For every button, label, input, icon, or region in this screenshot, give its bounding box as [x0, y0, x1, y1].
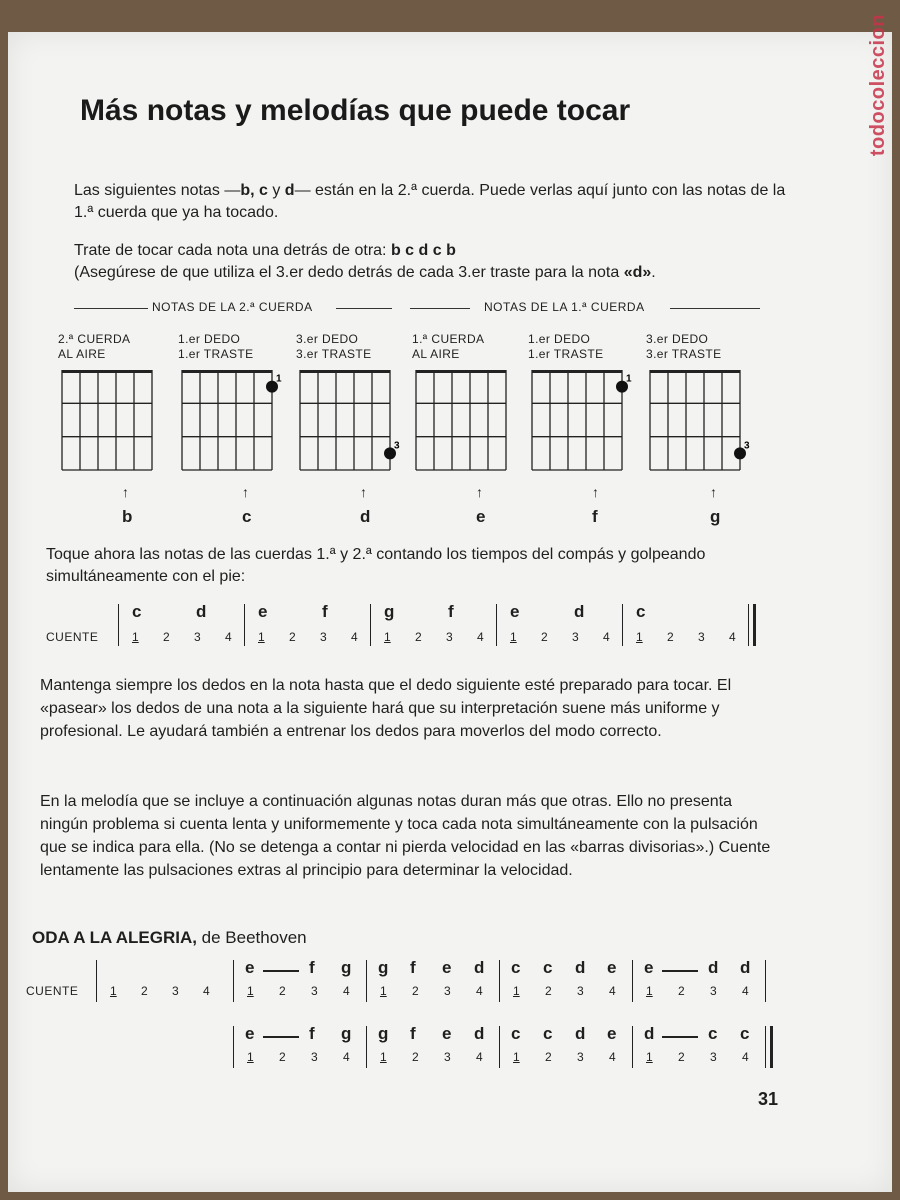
bar-line [765, 1026, 766, 1068]
finger-number: 1 [626, 373, 632, 385]
beat-count: 1 [646, 1050, 653, 1064]
beat-count: 2 [545, 984, 552, 998]
fret-grid [296, 366, 400, 484]
intro-text: Trate de tocar cada nota una detrás de otra: [74, 242, 391, 259]
final-bar-line [770, 1026, 773, 1068]
beat-count: 3 [194, 630, 201, 644]
bar-line [366, 960, 367, 1002]
song-note: g [341, 958, 352, 977]
beat-count: 1 [247, 1050, 254, 1064]
nut [300, 370, 390, 373]
note-letter: c [242, 507, 252, 526]
beat-count: 2 [678, 984, 685, 998]
nut [62, 370, 152, 373]
note-letter: f [592, 507, 598, 526]
beat-count: 1 [636, 630, 643, 644]
bar-line [366, 1026, 367, 1068]
song-note: d [644, 1024, 655, 1043]
fret-diagram-f [528, 332, 638, 526]
nut [182, 370, 272, 373]
arrow-up-icon: ↑ [710, 484, 717, 500]
beat-count: 4 [351, 630, 358, 644]
fret-grid [528, 366, 632, 484]
beat-count: 4 [609, 984, 616, 998]
intro-text: y [267, 182, 285, 199]
beat-count: 1 [513, 984, 520, 998]
song-note: g [378, 958, 389, 977]
song-note: c [511, 1024, 521, 1043]
arrow-up-icon: ↑ [122, 484, 129, 500]
bar-line [765, 960, 766, 1002]
beat-count: 3 [444, 984, 451, 998]
intro-note-d: d [284, 182, 295, 199]
beat-count: 3 [710, 984, 717, 998]
divider [410, 308, 470, 309]
beat-count: 2 [545, 1050, 552, 1064]
song-note: c [740, 1024, 750, 1043]
intro-note-d: «d» [623, 264, 652, 281]
diagram-label [296, 332, 406, 366]
intro-text: (Asegúrese de que utiliza el 3.er dedo detrás de cada 3.er traste para la nota [74, 264, 624, 281]
song-note: e [245, 1024, 255, 1043]
diagram-label-line: AL AIRE [412, 347, 460, 361]
song-note: g [378, 1024, 389, 1043]
beat-count: 4 [476, 984, 483, 998]
beat-count: 1 [132, 630, 139, 644]
beat-count: 3 [311, 984, 318, 998]
diagram-label-line: 1.ª CUERDA [412, 332, 485, 346]
arrow-up-icon: ↑ [242, 484, 249, 500]
exercise-note: c [636, 602, 646, 621]
exercise-note: c [132, 602, 142, 621]
diagram-label-line: AL AIRE [58, 347, 106, 361]
song-note: e [607, 1024, 617, 1043]
bar-line [96, 960, 97, 1002]
song-note: c [543, 1024, 553, 1043]
section-label-right: NOTAS DE LA 1.ª CUERDA [484, 300, 645, 314]
note-letter: e [476, 507, 486, 526]
song-note: f [410, 1024, 416, 1043]
beat-count: 2 [667, 630, 674, 644]
beat-count: 4 [477, 630, 484, 644]
beat-count: 1 [380, 984, 387, 998]
arrow-up-icon: ↑ [592, 484, 599, 500]
beat-count: 1 [110, 984, 117, 998]
beat-count: 2 [415, 630, 422, 644]
string-section-labels [74, 300, 774, 320]
fret-grid [58, 366, 158, 484]
final-bar-line [748, 604, 749, 646]
bar-line [244, 604, 245, 646]
beat-count: 4 [742, 984, 749, 998]
diagram-label [528, 332, 638, 366]
song-note: d [474, 958, 485, 977]
exercise-note: g [384, 602, 395, 621]
bar-line [499, 960, 500, 1002]
beat-count: 2 [279, 984, 286, 998]
note-letter: d [360, 507, 371, 526]
beat-count: 3 [577, 984, 584, 998]
intro-paragraph-1 [74, 180, 794, 224]
held-note-line [263, 1036, 299, 1038]
divider [670, 308, 760, 309]
nut [650, 370, 740, 373]
beat-count: 2 [412, 1050, 419, 1064]
intro-paragraph-2 [74, 240, 794, 284]
beat-count: 1 [258, 630, 265, 644]
beat-count: 2 [541, 630, 548, 644]
note-letter: b [122, 507, 133, 526]
song-note: g [341, 1024, 352, 1043]
intro-text: . [651, 264, 656, 281]
diagram-label-line: 3.er TRASTE [646, 347, 722, 361]
diagram-label [178, 332, 288, 366]
paragraph-fingers: Mantenga siempre los dedos en la nota hasta que el dedo siguiente esté preparado para tocar. El «pasear» los dedos de una nota a la siguiente hará que su interpretación suene más uniforme y profesional. Le ayudará también a entrenar los dedos para moverlos del modo correcto. [40, 677, 732, 740]
fret-grid [412, 366, 512, 484]
page-number: 31 [757, 1089, 778, 1109]
beat-count: 2 [412, 984, 419, 998]
exercise-note: e [258, 602, 268, 621]
beat-count: 3 [311, 1050, 318, 1064]
diagram-label [58, 332, 168, 366]
divider [74, 308, 148, 309]
beat-count: 4 [343, 1050, 350, 1064]
arrow-up-icon: ↑ [360, 484, 367, 500]
song-note: c [708, 1024, 718, 1043]
bar-line [632, 1026, 633, 1068]
song-note: f [410, 958, 416, 977]
song-note: d [474, 1024, 485, 1043]
fret-grid [646, 366, 750, 484]
bar-line [499, 1026, 500, 1068]
beat-count: 3 [320, 630, 327, 644]
beat-count: 3 [446, 630, 453, 644]
diagram-label-line: 3.er DEDO [646, 332, 709, 346]
fret-diagram-d [296, 332, 406, 526]
bar-line [632, 960, 633, 1002]
cuente-label: CUENTE [26, 984, 79, 998]
beat-count: 1 [646, 984, 653, 998]
fret-diagram-e [412, 332, 522, 526]
diagram-label-line: 3.er TRASTE [296, 347, 372, 361]
song-note: f [309, 1024, 315, 1043]
beat-count: 3 [698, 630, 705, 644]
note-letter: g [710, 507, 721, 526]
song-note: f [309, 958, 315, 977]
exercise-note: f [322, 602, 328, 621]
beat-count: 1 [510, 630, 517, 644]
fret-diagram-c [178, 332, 288, 526]
song-note: e [442, 958, 452, 977]
paragraph-melody: En la melodía que se incluye a continuación algunas notas duran más que otras. Ello no presenta ningún problema si cuenta lenta y uniformemente y toca cada nota simultáneamente con la pulsación que se indica para ella. (No se detenga a contar ni pierda velocidad en las «barras divisorias».) Cuente lentamente las pulsaciones extras al principio para determinar la velocidad. [40, 793, 771, 879]
diagram-label-line: 1.er TRASTE [178, 347, 254, 361]
held-note-line [263, 970, 299, 972]
diagram-label-line: 3.er DEDO [296, 332, 359, 346]
fret-diagram-b [58, 332, 168, 526]
intro-text: — están en la 2.ª cuerda. Puede verlas aquí junto con las notas de la 1.ª cuerda que ya ha tocado. [74, 182, 786, 221]
song-note: e [607, 958, 617, 977]
song-note: e [442, 1024, 452, 1043]
beat-count: 2 [279, 1050, 286, 1064]
song-heading [32, 928, 307, 948]
beat-count: 4 [203, 984, 210, 998]
beat-count: 4 [603, 630, 610, 644]
arrow-up-icon: ↑ [476, 484, 483, 500]
diagram-label-line: 1.er DEDO [528, 332, 591, 346]
bar-line [118, 604, 119, 646]
beat-count: 3 [710, 1050, 717, 1064]
fret-grid [178, 366, 282, 484]
diagram-label-line: 1.er TRASTE [528, 347, 604, 361]
exercise-note: e [510, 602, 520, 621]
cuente-label: CUENTE [46, 630, 99, 644]
bar-line [233, 1026, 234, 1068]
song-note: d [708, 958, 719, 977]
diagram-label-line: 2.ª CUERDA [58, 332, 131, 346]
finger-number: 1 [276, 373, 282, 385]
bar-line [233, 960, 234, 1002]
beat-count: 1 [380, 1050, 387, 1064]
beat-count: 4 [609, 1050, 616, 1064]
exercise-note: f [448, 602, 454, 621]
book-page [8, 32, 892, 1192]
bar-line [622, 604, 623, 646]
held-note-line [662, 1036, 698, 1038]
song-note: c [543, 958, 553, 977]
beat-count: 4 [343, 984, 350, 998]
beat-count: 3 [577, 1050, 584, 1064]
intro-text: Las siguientes notas — [74, 182, 241, 199]
beat-count: 2 [289, 630, 296, 644]
beat-count: 3 [444, 1050, 451, 1064]
beat-count: 1 [384, 630, 391, 644]
bar-line [370, 604, 371, 646]
section-label-left: NOTAS DE LA 2.ª CUERDA [152, 300, 313, 314]
beat-count: 2 [678, 1050, 685, 1064]
beat-count: 3 [172, 984, 179, 998]
beat-count: 3 [572, 630, 579, 644]
song-note: e [644, 958, 654, 977]
diagram-label [646, 332, 756, 366]
diagram-label-line: 1.er DEDO [178, 332, 241, 346]
exercise-note: d [574, 602, 585, 621]
nut [532, 370, 622, 373]
finger-number: 3 [394, 440, 400, 452]
beat-count: 4 [729, 630, 736, 644]
diagram-label [412, 332, 522, 366]
final-bar-line [753, 604, 756, 646]
held-note-line [662, 970, 698, 972]
divider [336, 308, 392, 309]
song-note: d [575, 1024, 586, 1043]
instruction-paragraph: Toque ahora las notas de las cuerdas 1.ª y 2.ª contando los tiempos del compás y golpeando simultáneamente con el pie: [46, 546, 706, 585]
song-composer: de Beethoven [196, 928, 307, 947]
intro-sequence: b c d c b [390, 242, 456, 259]
beat-count: 4 [225, 630, 232, 644]
song-note: d [575, 958, 586, 977]
beat-count: 4 [742, 1050, 749, 1064]
fret-diagram-g [646, 332, 756, 526]
exercise-note: d [196, 602, 207, 621]
song-note: e [245, 958, 255, 977]
beat-count: 4 [476, 1050, 483, 1064]
bar-line [496, 604, 497, 646]
beat-count: 2 [141, 984, 148, 998]
beat-count: 2 [163, 630, 170, 644]
page-title: Más notas y melodías que puede tocar [80, 94, 631, 127]
nut [416, 370, 506, 373]
watermark-logo: todocoleccion [867, 14, 889, 157]
song-note: d [740, 958, 751, 977]
beat-count: 1 [513, 1050, 520, 1064]
song-title: ODA A LA ALEGRIA, [32, 928, 197, 947]
beat-count: 1 [247, 984, 254, 998]
intro-notes-bc: b, c [240, 182, 268, 199]
song-note: c [511, 958, 521, 977]
finger-number: 3 [744, 440, 750, 452]
